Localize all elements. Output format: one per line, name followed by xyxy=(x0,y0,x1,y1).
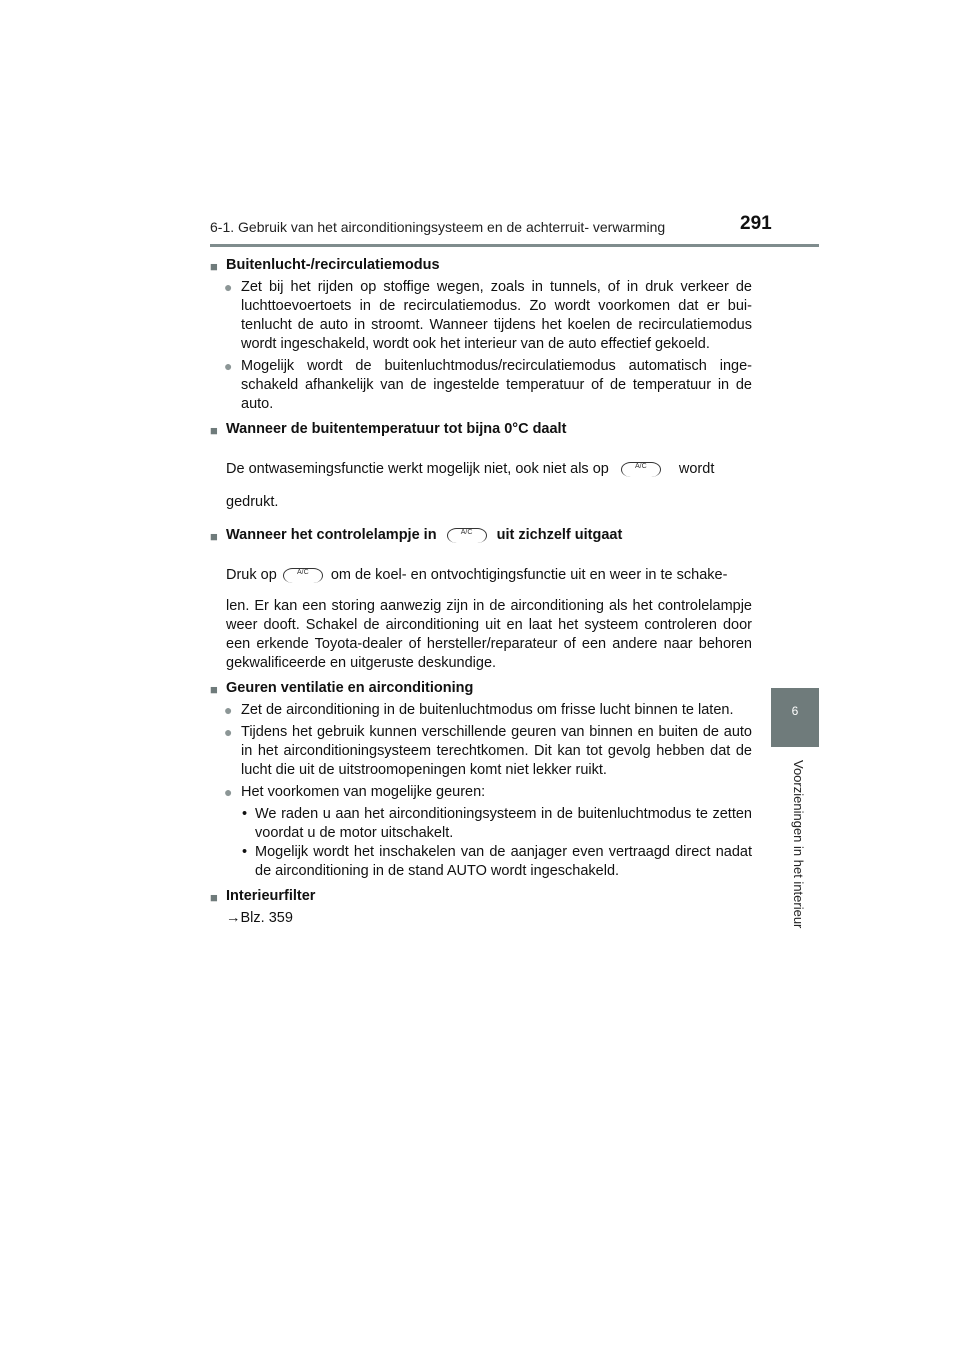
sub-bullet-icon: • xyxy=(242,844,248,860)
chapter-tab-label: Voorzieningen in het interieur xyxy=(791,760,806,929)
paragraph xyxy=(210,460,752,479)
sub-bullet-item xyxy=(210,843,752,881)
bullet-text: Het voorkomen van mogelijke geuren: xyxy=(241,784,486,800)
page-content xyxy=(210,256,752,928)
running-header: 6-1. Gebruik van het airconditioningsysteem en de achterruit- verwarming xyxy=(210,219,666,235)
bullet-item xyxy=(210,357,752,414)
paragraph-text: wordt xyxy=(678,461,715,477)
section-heading xyxy=(210,256,752,275)
bullet-item xyxy=(210,278,752,354)
section-marker-icon: ■ xyxy=(210,682,218,697)
page-reference: →Blz. 359 xyxy=(226,910,293,926)
bullet-item xyxy=(210,723,752,780)
section-title: uit zichzelf uitgaat xyxy=(496,527,623,543)
chapter-tab: 6 xyxy=(771,688,819,747)
section-heading xyxy=(210,679,752,698)
bullet-item xyxy=(210,701,752,720)
section-heading xyxy=(210,526,752,545)
bullet-text: Zet de airconditioning in de buitenluchtmodus om frisse lucht binnen te laten. xyxy=(241,702,734,718)
bullet-text: Zet bij het rijden op stoffige wegen, zoals in tunnels, of in druk verkeer de luchttoevoertoets in de recirculatiemodus. Zo wordt voorkomen dat er buitenlucht de auto in stroomt. Wanneer tijdens het koelen de recirculatiemodus wordt ingeschakeld, wordt ook het interieur van de auto effectief gekoeld. xyxy=(241,279,752,352)
section-marker-icon: ■ xyxy=(210,259,218,274)
bullet-icon: ● xyxy=(224,724,233,740)
section-marker-icon: ■ xyxy=(210,890,218,905)
ac-button-icon: A/C xyxy=(283,568,323,583)
ac-button-icon: A/C xyxy=(447,528,487,543)
paragraph-text: Druk op xyxy=(226,567,277,583)
section-heading xyxy=(210,887,752,906)
sub-bullet-item xyxy=(210,805,752,843)
section-title: Wanneer het controlelampje in xyxy=(226,527,437,543)
paragraph xyxy=(210,566,752,585)
bullet-icon: ● xyxy=(224,702,233,718)
section-heading xyxy=(210,420,752,439)
paragraph: len. Er kan een storing aanwezig zijn in de airconditioning als het controlelampje weer dooft. Schakel de airconditioning uit en laat het systeem controleren door een erkende Toyota-dealer of hersteller/reparateur of een andere naar behoren gekwalificeerde en uitgeruste deskundige. xyxy=(226,598,752,671)
section-title: Interieurfilter xyxy=(226,888,316,904)
bullet-icon: ● xyxy=(224,279,233,295)
section-marker-icon: ■ xyxy=(210,529,218,544)
ac-button-icon: A/C xyxy=(621,462,661,477)
bullet-item xyxy=(210,783,752,802)
bullet-text: Tijdens het gebruik kunnen verschillende geuren van binnen en buiten de auto in het airconditioningsysteem terechtkomen. Dit kan tot gevolg hebben dat de lucht die uit de uitstroomopeningen komt niet lekker ruikt. xyxy=(241,724,752,778)
paragraph-text: De ontwasemingsfunctie werkt mogelijk niet, ook niet als op xyxy=(226,461,609,477)
bullet-icon: ● xyxy=(224,784,233,800)
section-marker-icon: ■ xyxy=(210,423,218,438)
spacer xyxy=(210,545,752,563)
sub-bullet-text: We raden u aan het airconditioningsysteem in de buitenluchtmodus te zetten voordat u de motor uitschakelt. xyxy=(255,806,752,841)
sub-bullet-text: Mogelijk wordt het inschakelen van de aanjager even vertraagd direct nadat de airconditioning in de stand AUTO wordt ingeschakeld. xyxy=(255,844,752,879)
section-title: Wanneer de buitentemperatuur tot bijna 0°C daalt xyxy=(226,421,567,437)
section-title: Buitenlucht-/recirculatiemodus xyxy=(226,257,440,273)
paragraph-text: om de koel- en ontvochtigingsfunctie uit en weer in te schake- xyxy=(330,567,728,583)
page-number: 291 xyxy=(740,213,772,234)
header-rule xyxy=(210,244,819,247)
paragraph: gedrukt. xyxy=(226,494,279,510)
section-title: Geuren ventilatie en airconditioning xyxy=(226,680,474,696)
spacer xyxy=(210,439,752,457)
bullet-icon: ● xyxy=(224,358,233,374)
sub-bullet-icon: • xyxy=(242,806,248,822)
bullet-text: Mogelijk wordt de buitenluchtmodus/recirculatiemodus automatisch ingeschakeld afhankelijk van de ingestelde temperatuur of de temperatuur in de auto. xyxy=(241,358,752,412)
